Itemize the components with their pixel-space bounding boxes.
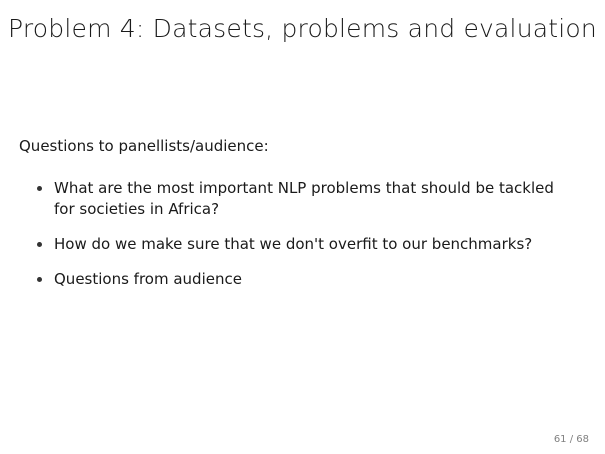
bullet-item bbox=[34, 234, 574, 255]
bullet-dot-icon bbox=[37, 242, 42, 247]
bullet-text: What are the most important NLP problems that should be tackled for societies in Africa? bbox=[54, 179, 554, 218]
slide-title: Problem 4: Datasets, problems and evaluation bbox=[8, 14, 597, 43]
bullet-item bbox=[34, 178, 574, 220]
bullet-dot-icon bbox=[37, 277, 42, 282]
bullet-item bbox=[34, 269, 574, 290]
bullet-text: How do we make sure that we don't overfit to our benchmarks? bbox=[54, 235, 533, 253]
bullet-text: Questions from audience bbox=[54, 270, 242, 288]
intro-text: Questions to panellists/audience: bbox=[19, 137, 269, 155]
bullet-list bbox=[34, 178, 574, 304]
bullet-dot-icon bbox=[37, 186, 42, 191]
page-number: 61 / 68 bbox=[553, 434, 589, 445]
